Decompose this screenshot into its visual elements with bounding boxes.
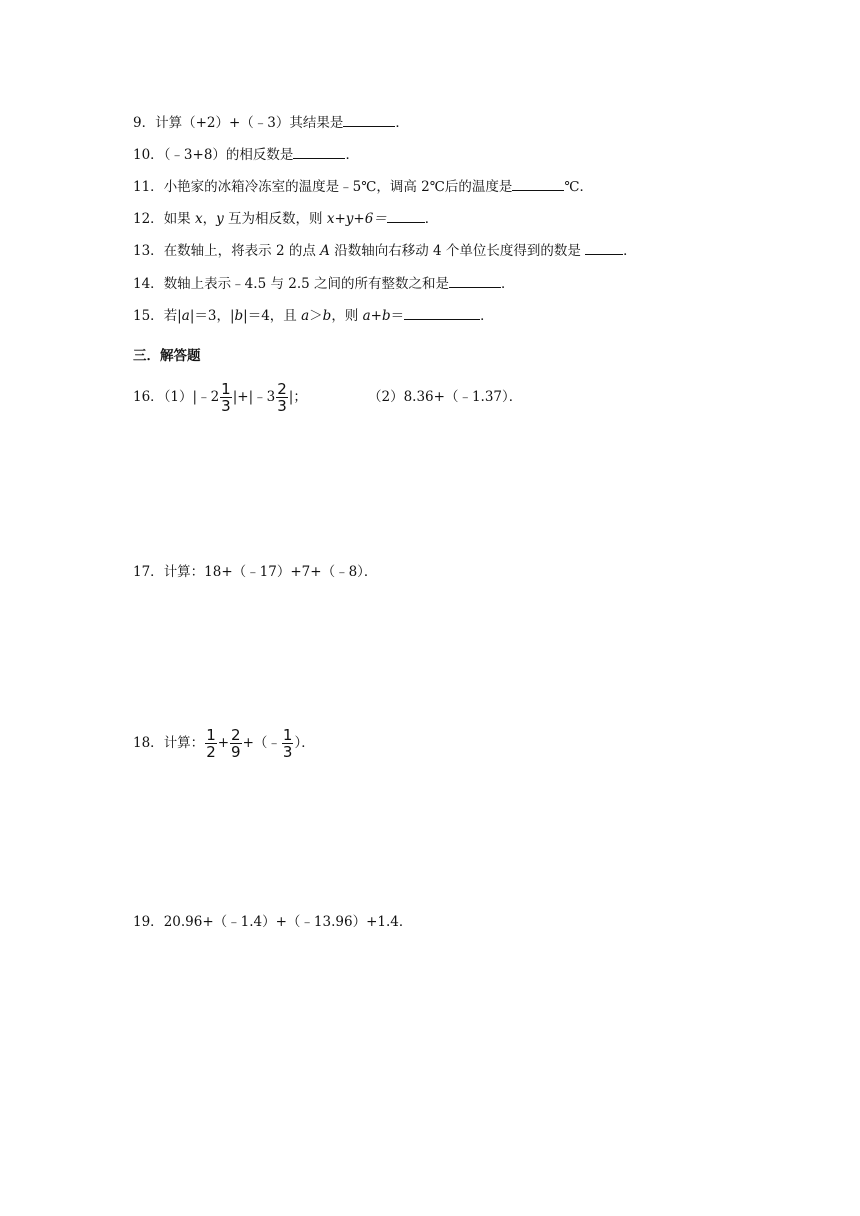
- question-number: 19．: [133, 914, 164, 930]
- answer-blank[interactable]: [343, 112, 395, 127]
- question-text: 计算：: [163, 735, 205, 751]
- question-10: [133, 144, 359, 165]
- question-14: [133, 273, 515, 294]
- question-11: [133, 176, 593, 197]
- question-number: 17．: [133, 564, 164, 580]
- numerator: 1: [221, 380, 231, 398]
- question-text: |＝4，且: [243, 308, 302, 324]
- question-text: ，则: [331, 308, 363, 324]
- variable-x: x: [194, 211, 203, 227]
- question-number: 18．: [133, 735, 164, 751]
- question-text: 若|: [163, 308, 182, 324]
- question-13: [133, 240, 637, 261]
- punctuation: ）．: [294, 735, 315, 751]
- question-text: （﹣3+8）的相反数是: [163, 147, 294, 163]
- numerator: 1: [282, 726, 293, 744]
- question-number: 12．: [133, 211, 164, 227]
- variable-a: a: [301, 308, 310, 324]
- variable-b: b: [234, 308, 244, 324]
- punctuation: |；: [288, 389, 307, 405]
- numerator: 2: [277, 380, 287, 398]
- denominator: 9: [231, 743, 241, 761]
- variable-b: b: [322, 308, 332, 324]
- fraction: [230, 727, 242, 760]
- answer-blank[interactable]: [512, 176, 564, 191]
- denominator: 3: [282, 743, 293, 761]
- question-17: [133, 562, 377, 582]
- question-text: |+|﹣3: [232, 389, 276, 405]
- fraction: [220, 381, 232, 414]
- question-text: 20.96+（﹣1.4）+（﹣13.96）+1.4．: [163, 914, 413, 930]
- answer-blank[interactable]: [585, 240, 623, 255]
- operator: ＝: [390, 308, 405, 324]
- operator: ＞: [309, 308, 323, 324]
- punctuation: ．: [480, 308, 494, 324]
- denominator: 3: [277, 397, 287, 415]
- question-text: 数轴上表示﹣4.5 与 2.5 之间的所有整数之和是: [163, 276, 449, 292]
- answer-blank[interactable]: [387, 208, 425, 223]
- denominator: 3: [221, 397, 231, 415]
- question-number: 15．: [133, 308, 164, 324]
- question-19: [133, 912, 412, 932]
- variable-a: a: [181, 308, 190, 324]
- question-text: 沿数轴向右移动 4 个单位长度得到的数是: [329, 243, 586, 259]
- variable-y: y: [216, 211, 224, 227]
- punctuation: ℃．: [564, 179, 593, 195]
- question-9: [133, 112, 409, 133]
- punctuation: ．: [395, 115, 409, 131]
- operator: +: [217, 735, 230, 751]
- question-text: 互为相反数，则: [223, 211, 327, 227]
- answer-blank[interactable]: [449, 273, 501, 288]
- answer-blank[interactable]: [404, 305, 480, 320]
- expression: x+y+6＝: [326, 211, 387, 227]
- fraction: [276, 381, 288, 414]
- numerator: 1: [206, 726, 216, 744]
- question-number: 14．: [133, 276, 164, 292]
- question-16-part-2: （2）8.36+（﹣1.37）．: [368, 389, 523, 405]
- expression: a+b: [362, 308, 391, 324]
- question-number: 13．: [133, 243, 164, 259]
- question-number: 9．: [133, 115, 156, 131]
- question-12: [133, 208, 438, 229]
- numerator: 2: [231, 726, 241, 744]
- question-text: 在数轴上，将表示 2 的点: [163, 243, 321, 259]
- punctuation: ．: [345, 147, 359, 163]
- punctuation: ．: [501, 276, 515, 292]
- point-label: A: [320, 243, 330, 259]
- punctuation: ．: [424, 211, 439, 227]
- question-text: 小艳家的冰箱冷冻室的温度是﹣5℃，调高 2℃后的温度是: [163, 179, 513, 195]
- question-number: 16．: [133, 389, 164, 405]
- question-text: 计算（+2）+（﹣3）其结果是: [155, 115, 344, 131]
- question-16: [133, 380, 307, 414]
- question-text: +（﹣: [242, 735, 281, 751]
- denominator: 2: [206, 743, 216, 761]
- question-text: |＝3，|: [189, 308, 235, 324]
- question-15: [133, 305, 494, 326]
- question-text: 如果: [163, 211, 195, 227]
- punctuation: ．: [623, 243, 637, 259]
- section-heading: 三．解答题: [133, 348, 201, 364]
- answer-blank[interactable]: [293, 144, 345, 159]
- question-18: [133, 726, 315, 760]
- question-number: 11．: [133, 179, 164, 195]
- question-number: 10．: [133, 147, 164, 163]
- question-text: （1）|﹣2: [163, 389, 220, 405]
- fraction: [282, 727, 294, 760]
- question-text: 计算：18+（﹣17）+7+（﹣8）．: [163, 564, 378, 580]
- fraction: [205, 727, 217, 760]
- punctuation: ，: [202, 211, 217, 227]
